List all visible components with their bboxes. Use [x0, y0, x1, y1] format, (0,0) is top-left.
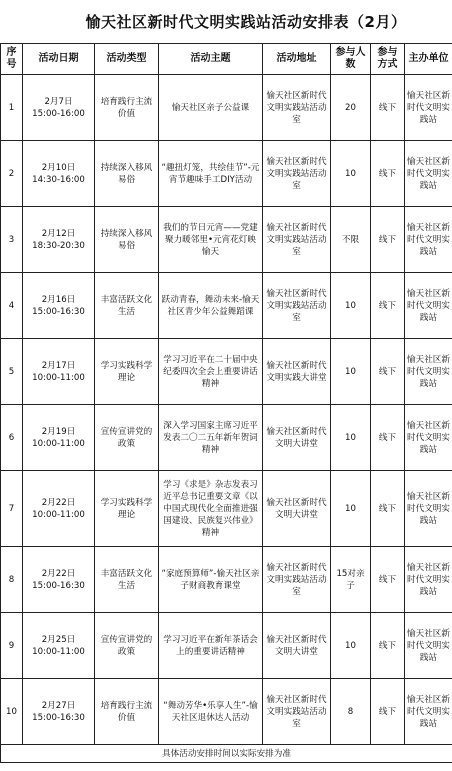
- cell-theme: [159, 273, 263, 339]
- cell-date: [23, 679, 95, 745]
- cell-address: [263, 207, 331, 273]
- cell-mode-text: 线下: [378, 432, 397, 443]
- cell-number-text: 2: [8, 168, 15, 179]
- cell-number-text: 3: [8, 234, 15, 245]
- table-row: [1, 679, 452, 745]
- header-date: 活动日期: [23, 44, 95, 75]
- cell-address-text: 愉天社区新时代文明大讲堂: [266, 634, 327, 657]
- cell-date: [23, 547, 95, 613]
- cell-date: [23, 613, 95, 679]
- cell-organizer: [405, 141, 452, 207]
- cell-number-text: 1: [8, 102, 15, 113]
- cell-date: [23, 405, 95, 471]
- table-row: [1, 141, 452, 207]
- header-type: 活动类型: [95, 44, 159, 75]
- cell-organizer-text: 愉天社区新时代文明实践站: [407, 420, 450, 455]
- cell-address-text: 愉天社区新时代文明实践站活动室: [266, 90, 327, 125]
- cell-type: [95, 141, 159, 207]
- cell-mode-text: 线下: [378, 234, 397, 245]
- cell-address-text: 愉天社区新时代文明大讲堂: [266, 497, 327, 520]
- cell-count: [331, 679, 371, 745]
- cell-number-text: 7: [8, 503, 15, 514]
- cell-type: [95, 339, 159, 405]
- cell-date: [23, 471, 95, 547]
- cell-number-text: 4: [8, 300, 15, 311]
- cell-theme-text: “舞动芳华•乐享人生”-愉天社区退休达人活动: [163, 700, 258, 723]
- cell-theme: [159, 207, 263, 273]
- cell-mode: [371, 613, 405, 679]
- cell-count-text: 10: [345, 168, 356, 179]
- cell-address-text: 愉天社区新时代文明实践站活动室: [266, 156, 327, 191]
- cell-count: [331, 339, 371, 405]
- cell-theme-text: 我们的节日元宵——党建聚力暖邻里•元宵花灯映愉天: [163, 222, 258, 257]
- cell-organizer: [405, 613, 452, 679]
- cell-theme: [159, 339, 263, 405]
- cell-date-text: 2月25日 10:00-11:00: [32, 634, 85, 657]
- cell-theme: [159, 613, 263, 679]
- table-row: [1, 75, 452, 141]
- cell-date: [23, 339, 95, 405]
- cell-theme-text: 学习《求是》杂志发表习近平总书记重要文章《以中国式现代化全面推进强国建设、民族复兴伟业》精神: [163, 479, 258, 538]
- cell-theme: [159, 547, 263, 613]
- cell-address: [263, 471, 331, 547]
- table-row: [1, 207, 452, 273]
- cell-theme-text: 跃动青春，舞动未来-愉天社区青少年公益舞蹈课: [161, 294, 260, 317]
- cell-date: [23, 141, 95, 207]
- header-mode: 参与方式: [371, 44, 405, 75]
- cell-theme: [159, 141, 263, 207]
- cell-organizer-text: 愉天社区新时代文明实践站: [407, 491, 450, 526]
- cell-count: [331, 405, 371, 471]
- cell-type: [95, 75, 159, 141]
- cell-theme: [159, 75, 263, 141]
- cell-address: [263, 547, 331, 613]
- cell-type-text: 学习实践科学理论: [100, 497, 153, 520]
- cell-count-text: 10: [345, 503, 356, 514]
- cell-address-text: 愉天社区新时代文明实践站活动室: [266, 288, 327, 323]
- cell-number: [1, 405, 23, 471]
- cell-count-text: 8: [347, 706, 354, 717]
- cell-mode: [371, 679, 405, 745]
- cell-count: [331, 471, 371, 547]
- cell-address-text: 愉天社区新时代文明实践站活动室: [266, 222, 327, 257]
- cell-date: [23, 207, 95, 273]
- cell-type: [95, 273, 159, 339]
- cell-theme: [159, 471, 263, 547]
- cell-mode: [371, 273, 405, 339]
- cell-address: [263, 679, 331, 745]
- header-organizer: 主办单位: [405, 44, 452, 75]
- header-address: 活动地址: [263, 44, 331, 75]
- cell-count-text: 不限: [341, 234, 360, 245]
- cell-organizer: [405, 207, 452, 273]
- cell-number: [1, 75, 23, 141]
- cell-number: [1, 339, 23, 405]
- cell-number: [1, 471, 23, 547]
- cell-mode: [371, 405, 405, 471]
- cell-number: [1, 679, 23, 745]
- cell-mode-text: 线下: [378, 574, 397, 585]
- cell-date: [23, 75, 95, 141]
- cell-theme: [159, 679, 263, 745]
- cell-theme-text: “家庭预算师”-愉天社区亲子财商教育课堂: [161, 568, 260, 591]
- cell-organizer: [405, 405, 452, 471]
- cell-date: [23, 273, 95, 339]
- header-number: 序号: [1, 44, 23, 75]
- cell-number: [1, 141, 23, 207]
- cell-type-text: 学习实践科学理论: [100, 360, 153, 383]
- cell-number: [1, 273, 23, 339]
- cell-number-text: 10: [6, 706, 17, 717]
- cell-count-text: 10: [345, 366, 356, 377]
- cell-type-text: 持续深入移风易俗: [100, 162, 153, 185]
- cell-count: [331, 273, 371, 339]
- table-row: [1, 613, 452, 679]
- footer-note: 具体活动安排时间以实际安排为准: [1, 745, 452, 763]
- cell-mode-text: 线下: [378, 503, 397, 514]
- cell-date-text: 2月10日 14:30-16:00: [32, 162, 85, 185]
- cell-organizer-text: 愉天社区新时代文明实践站: [407, 628, 450, 663]
- cell-type: [95, 207, 159, 273]
- footer-row: [1, 745, 452, 763]
- cell-theme-text: “趣扭灯笼，共绘佳节”-元宵节趣味手工DIY活动: [161, 162, 260, 185]
- cell-type: [95, 679, 159, 745]
- cell-type: [95, 471, 159, 547]
- cell-organizer: [405, 339, 452, 405]
- cell-count-text: 10: [345, 640, 356, 651]
- cell-organizer-text: 愉天社区新时代文明实践站: [407, 90, 450, 125]
- cell-address-text: 愉天社区新时代文明实践站活动室: [266, 562, 327, 597]
- table-row: [1, 339, 452, 405]
- cell-theme: [159, 405, 263, 471]
- cell-address: [263, 75, 331, 141]
- cell-number: [1, 547, 23, 613]
- cell-count-text: 10: [345, 432, 356, 443]
- cell-organizer-text: 愉天社区新时代文明实践站: [407, 222, 450, 257]
- cell-organizer-text: 愉天社区新时代文明实践站: [407, 354, 450, 389]
- cell-organizer: [405, 679, 452, 745]
- table-row: [1, 471, 452, 547]
- table-row: [1, 405, 452, 471]
- cell-theme-text: 学习习近平在二十届中央纪委四次全会上重要讲话精神: [163, 354, 258, 389]
- cell-type-text: 丰富活跃文化生活: [100, 568, 153, 591]
- table-row: [1, 273, 452, 339]
- cell-count: [331, 613, 371, 679]
- cell-address: [263, 405, 331, 471]
- cell-date-text: 2月17日 10:00-11:00: [32, 360, 85, 383]
- cell-address: [263, 613, 331, 679]
- cell-mode-text: 线下: [378, 300, 397, 311]
- cell-organizer: [405, 471, 452, 547]
- cell-mode: [371, 339, 405, 405]
- cell-count-text: 15对亲子: [336, 568, 365, 591]
- cell-number: [1, 613, 23, 679]
- header-theme: 活动主题: [159, 44, 263, 75]
- cell-type-text: 丰富活跃文化生活: [100, 294, 153, 317]
- cell-mode: [371, 141, 405, 207]
- cell-mode-text: 线下: [378, 168, 397, 179]
- cell-mode: [371, 471, 405, 547]
- cell-organizer: [405, 547, 452, 613]
- cell-date-text: 2月22日 10:00-11:00: [32, 497, 85, 520]
- cell-mode: [371, 207, 405, 273]
- header-count: 参与人数: [331, 44, 371, 75]
- cell-type-text: 培育践行主流价值: [100, 96, 153, 119]
- cell-address: [263, 273, 331, 339]
- cell-type-text: 宣传宣讲党的政策: [100, 426, 153, 449]
- cell-address-text: 愉天社区新时代文明实践站活动室: [266, 694, 327, 729]
- cell-number-text: 8: [8, 574, 15, 585]
- cell-type: [95, 613, 159, 679]
- cell-mode-text: 线下: [378, 102, 397, 113]
- cell-organizer: [405, 75, 452, 141]
- cell-date-text: 2月7日 15:00-16:00: [32, 96, 85, 119]
- cell-number: [1, 207, 23, 273]
- cell-theme-text: 学习习近平在新年茶话会上的重要讲话精神: [163, 634, 258, 657]
- cell-organizer-text: 愉天社区新时代文明实践站: [407, 562, 450, 597]
- cell-number-text: 6: [8, 432, 15, 443]
- page-title: 愉天社区新时代文明实践站活动安排表（2月）: [85, 13, 407, 31]
- table-header-row: [1, 44, 452, 75]
- cell-organizer: [405, 273, 452, 339]
- cell-type-text: 培育践行主流价值: [100, 700, 153, 723]
- cell-date-text: 2月27日 15:00-16:30: [32, 700, 85, 723]
- cell-count: [331, 207, 371, 273]
- cell-theme-text: 愉天社区亲子公益课: [171, 102, 250, 113]
- cell-organizer-text: 愉天社区新时代文明实践站: [407, 156, 450, 191]
- cell-address: [263, 141, 331, 207]
- cell-mode-text: 线下: [378, 640, 397, 651]
- cell-mode-text: 线下: [378, 706, 397, 717]
- cell-count-text: 10: [345, 300, 356, 311]
- cell-mode-text: 线下: [378, 366, 397, 377]
- cell-theme-text: 深入学习国家主席习近平发表二〇二五年新年贺词精神: [163, 420, 258, 455]
- cell-mode: [371, 75, 405, 141]
- schedule-table: [0, 43, 452, 763]
- cell-address: [263, 339, 331, 405]
- cell-date-text: 2月19日 10:00-11:00: [32, 426, 85, 449]
- cell-address-text: 愉天社区新时代文明大讲堂: [266, 426, 327, 449]
- cell-type: [95, 405, 159, 471]
- cell-count: [331, 547, 371, 613]
- cell-address-text: 愉天社区新时代文明实践大讲堂: [266, 360, 327, 383]
- table-row: [1, 547, 452, 613]
- cell-number-text: 5: [8, 366, 15, 377]
- cell-date-text: 2月22日 15:00-16:30: [32, 568, 85, 591]
- cell-date-text: 2月16日 15:00-16:30: [32, 294, 85, 317]
- cell-count: [331, 75, 371, 141]
- cell-count: [331, 141, 371, 207]
- cell-number-text: 9: [8, 640, 15, 651]
- cell-mode: [371, 547, 405, 613]
- cell-organizer-text: 愉天社区新时代文明实践站: [407, 694, 450, 729]
- cell-count-text: 20: [345, 102, 356, 113]
- cell-organizer-text: 愉天社区新时代文明实践站: [407, 288, 450, 323]
- cell-type-text: 持续深入移风易俗: [100, 228, 153, 251]
- cell-type: [95, 547, 159, 613]
- cell-date-text: 2月12日 18:30-20:30: [32, 228, 85, 251]
- cell-type-text: 宣传宣讲党的政策: [100, 634, 153, 657]
